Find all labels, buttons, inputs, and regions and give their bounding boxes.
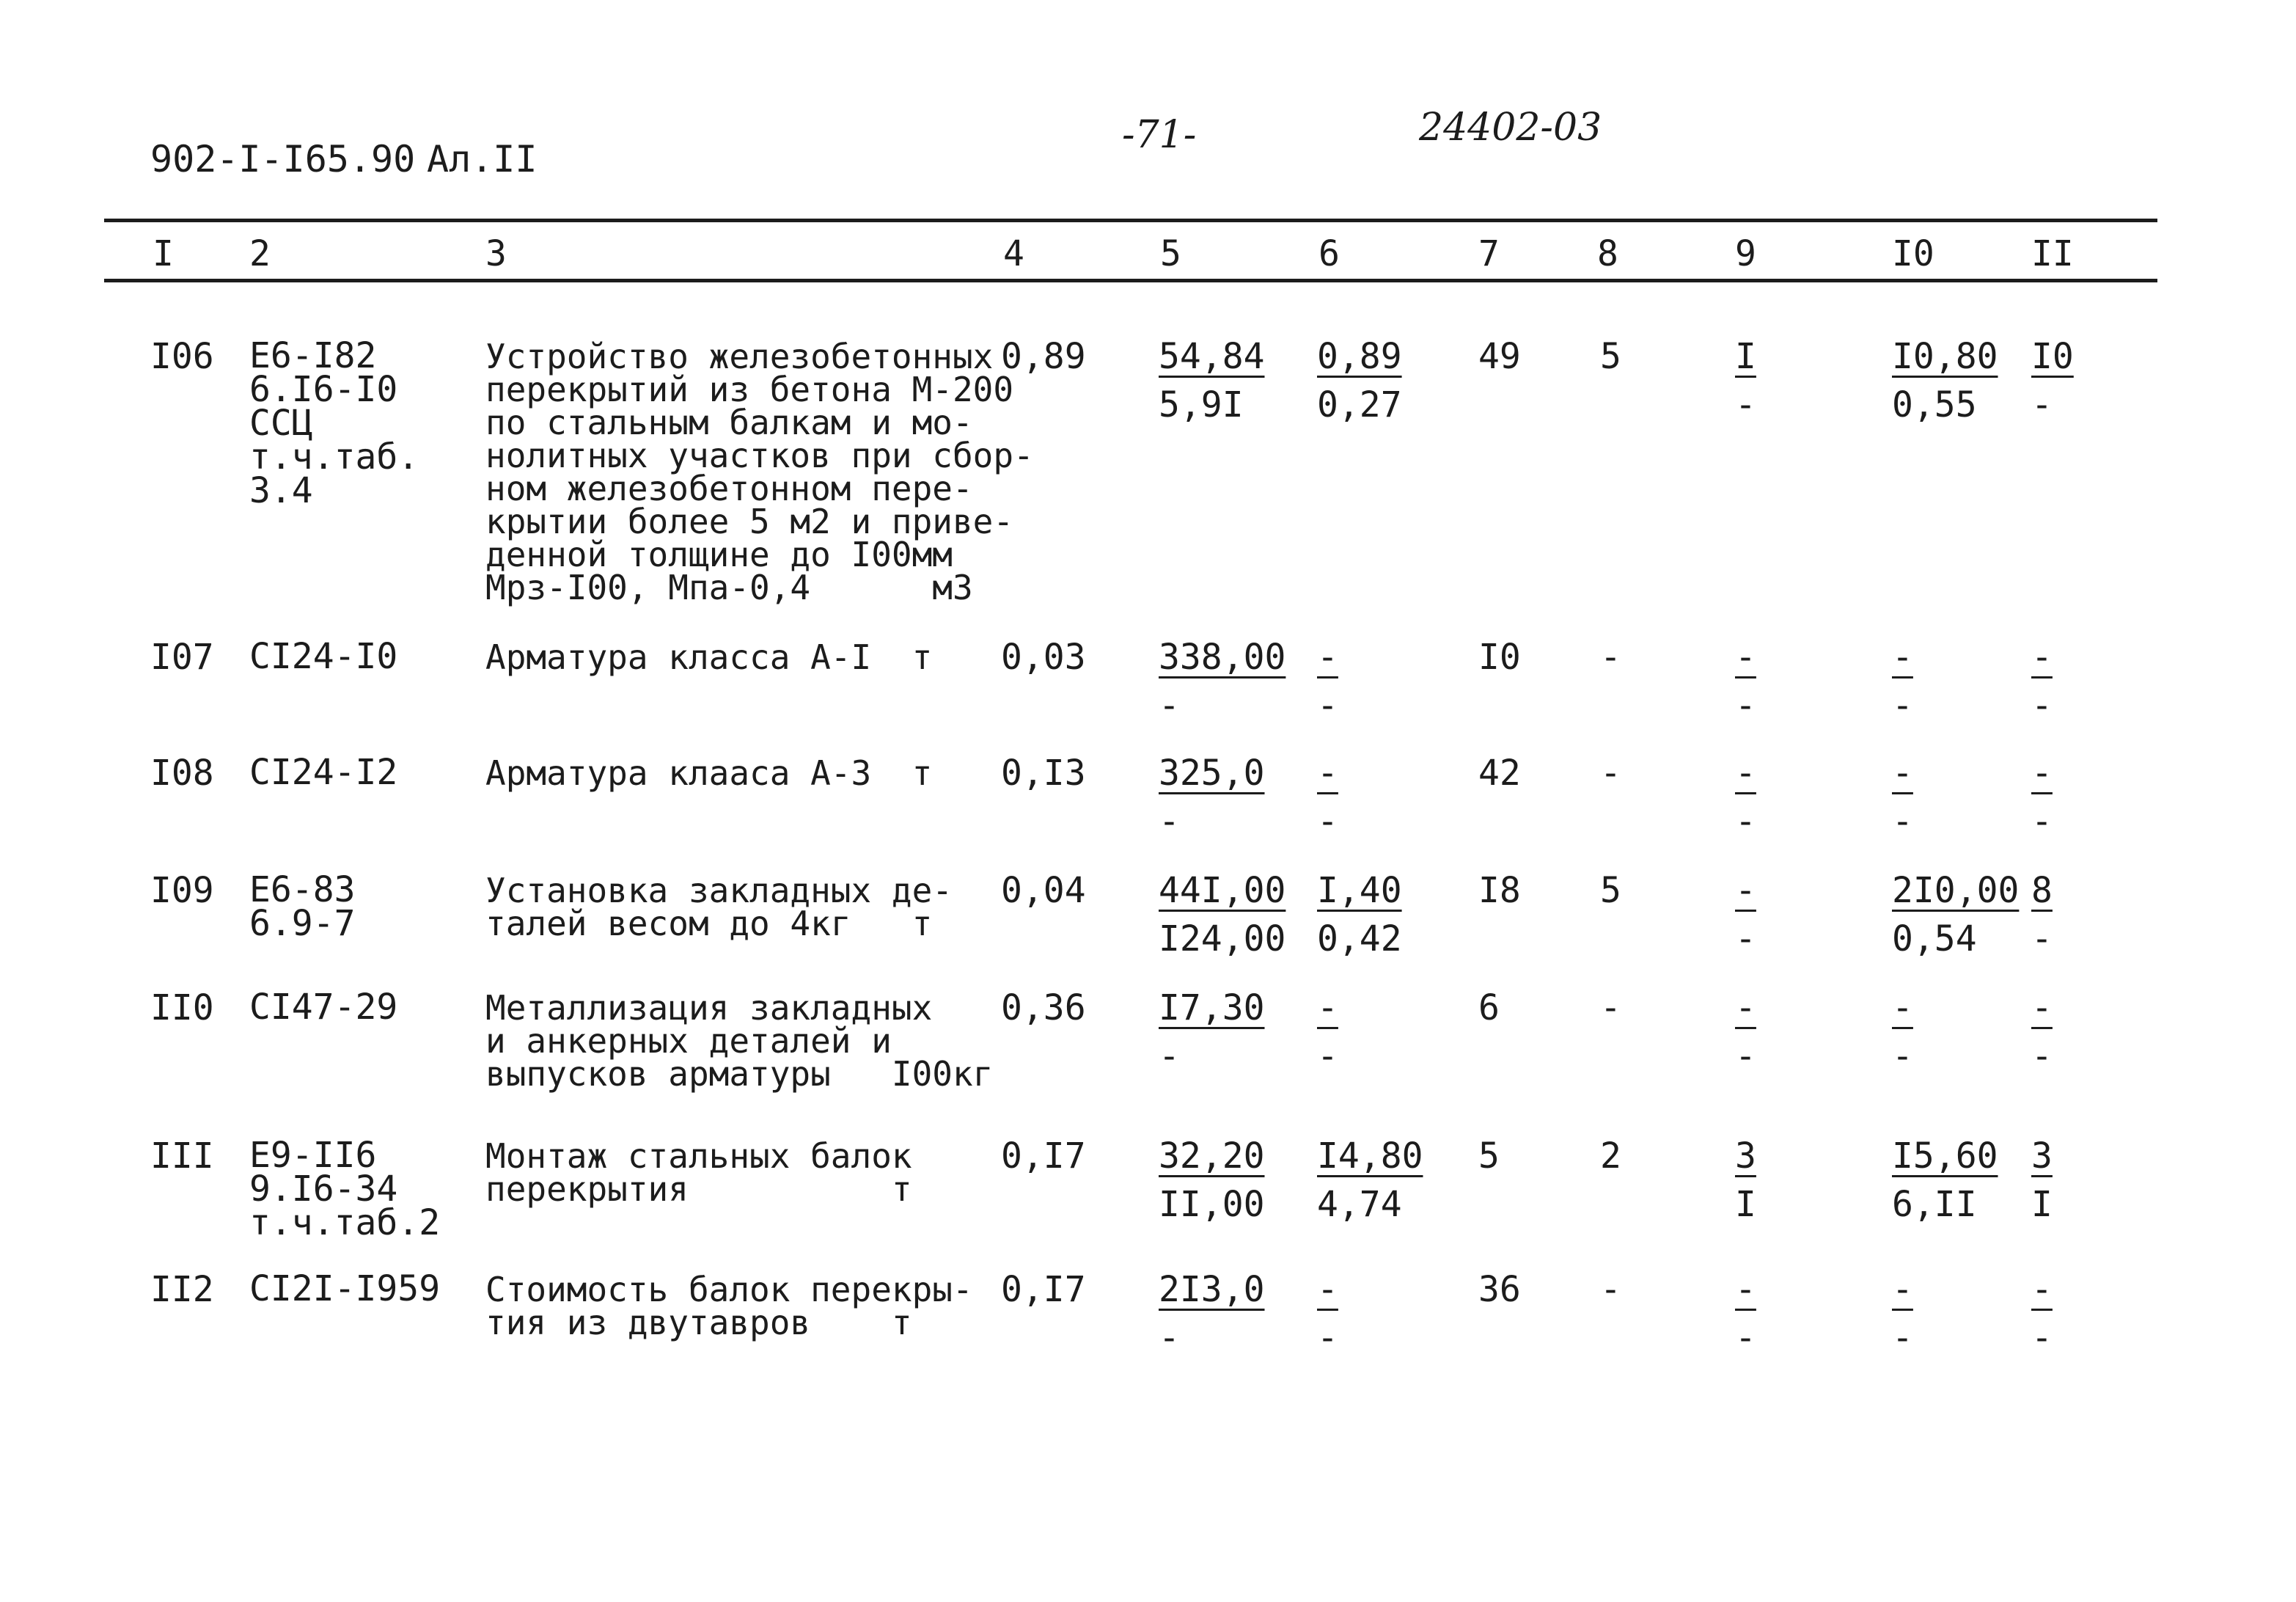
col6-top: - [1317, 987, 1338, 1028]
col10-top: - [1892, 987, 1913, 1028]
work-description: Арматура клааса А-3 т [485, 753, 933, 793]
table-header-bottom-rule [104, 279, 2157, 282]
col8-value: 5 [1600, 336, 1621, 377]
col8-value: - [1600, 753, 1621, 794]
col8-value: - [1600, 1269, 1621, 1310]
col5-bottom: - [1159, 685, 1180, 726]
col11-top: - [2031, 1269, 2053, 1310]
col5-bottom: - [1159, 1317, 1180, 1358]
col6-top: - [1317, 1269, 1338, 1310]
document-code: 902-I-I65.90 [150, 138, 416, 180]
row-number: I09 [150, 870, 214, 911]
col9-bottom: - [1735, 685, 1756, 726]
col6-bottom: - [1317, 685, 1338, 726]
col6-bottom: - [1317, 1036, 1338, 1077]
col6-top: - [1317, 637, 1338, 678]
col5-top: 2I3,0 [1159, 1269, 1265, 1310]
col7-value: 36 [1478, 1269, 1521, 1310]
col10-bottom: - [1892, 801, 1913, 842]
col11-top: I0 [2031, 336, 2074, 377]
col9-bottom: - [1735, 384, 1756, 425]
col7-value: 6 [1478, 987, 1500, 1028]
album-label: Ал.II [427, 138, 538, 180]
col10-bottom: - [1892, 685, 1913, 726]
row-number: I07 [150, 637, 214, 678]
quantity: 0,I3 [1001, 753, 1086, 794]
col11-bottom: - [2031, 384, 2053, 425]
work-description: Металлизация закладных и анкерных деталей и выпусков арматуры I00кг [485, 988, 994, 1094]
quantity: 0,I7 [1001, 1135, 1086, 1177]
col9-bottom: - [1735, 801, 1756, 842]
col11-top: 8 [2031, 870, 2053, 911]
column-header-8: 8 [1597, 233, 1618, 274]
col9-top: I [1735, 336, 1756, 377]
col11-bottom: - [2031, 801, 2053, 842]
col8-value: 5 [1600, 870, 1621, 911]
col6-bottom: - [1317, 801, 1338, 842]
column-header-6: 6 [1318, 233, 1340, 274]
page-number: -71- [1122, 113, 1197, 157]
col10-bottom: 6,II [1892, 1184, 1977, 1225]
col10-bottom: 0,54 [1892, 918, 1977, 959]
col6-top: - [1317, 753, 1338, 794]
col5-top: 325,0 [1159, 753, 1265, 794]
col11-top: - [2031, 637, 2053, 678]
norm-code: СI2I-I959 [249, 1268, 441, 1309]
col9-bottom: - [1735, 1036, 1756, 1077]
col6-bottom: 0,42 [1317, 918, 1402, 959]
work-description: Монтаж стальных балок перекрытия т [485, 1136, 912, 1209]
work-description: Установка закладных де- талей весом до 4кг т [485, 871, 953, 943]
col10-top: - [1892, 1269, 1913, 1310]
col11-bottom: - [2031, 1036, 2053, 1077]
col11-top: - [2031, 753, 2053, 794]
quantity: 0,03 [1001, 637, 1086, 678]
col5-bottom: I24,00 [1159, 918, 1286, 959]
col10-top: 2I0,00 [1892, 870, 2020, 911]
col10-bottom: - [1892, 1317, 1913, 1358]
col8-value: 2 [1600, 1135, 1621, 1177]
col9-top: 3 [1735, 1135, 1756, 1177]
col11-top: - [2031, 987, 2053, 1028]
col11-bottom: - [2031, 685, 2053, 726]
col6-bottom: 0,27 [1317, 384, 1402, 425]
col9-top: - [1735, 870, 1756, 911]
quantity: 0,89 [1001, 336, 1086, 377]
col10-top: - [1892, 637, 1913, 678]
column-header-3: 3 [485, 233, 507, 274]
col9-bottom: - [1735, 1317, 1756, 1358]
col8-value: - [1600, 637, 1621, 678]
col8-value: - [1600, 987, 1621, 1028]
column-header-10: I0 [1892, 233, 1934, 274]
col9-top: - [1735, 1269, 1756, 1310]
norm-code: СI24-I2 [249, 752, 398, 793]
norm-code: СI24-I0 [249, 636, 398, 677]
norm-code: Е6-83 6.9-7 [249, 869, 356, 944]
col9-bottom: I [1735, 1184, 1756, 1225]
row-number: III [150, 1135, 214, 1177]
col11-bottom: I [2031, 1184, 2053, 1225]
col7-value: 49 [1478, 336, 1521, 377]
col5-bottom: - [1159, 1036, 1180, 1077]
col11-bottom: - [2031, 1317, 2053, 1358]
col5-top: 32,20 [1159, 1135, 1265, 1177]
work-description: Устройство железобетонных перекрытий из бетона М-200 по стальным балкам и мо- нолитных участков при сбор- ном железобетонном пере- крытии более 5 м2 и приве- денной толщине до I00мм Мрз-I00, Мпа-0,4 м3 [485, 337, 1034, 607]
col7-value: I0 [1478, 637, 1521, 678]
col10-bottom: 0,55 [1892, 384, 1977, 425]
norm-code: Е9-II6 9.I6-34 т.ч.таб.2 [249, 1135, 441, 1243]
col5-top: 44I,00 [1159, 870, 1286, 911]
col5-top: 338,00 [1159, 637, 1286, 678]
column-header-5: 5 [1160, 233, 1181, 274]
col5-bottom: 5,9I [1159, 384, 1244, 425]
col7-value: I8 [1478, 870, 1521, 911]
norm-code: СI47-29 [249, 987, 398, 1028]
col9-top: - [1735, 637, 1756, 678]
column-header-2: 2 [249, 233, 271, 274]
row-number: II0 [150, 987, 214, 1028]
col5-top: I7,30 [1159, 987, 1265, 1028]
col10-top: I5,60 [1892, 1135, 1998, 1177]
col7-value: 5 [1478, 1135, 1500, 1177]
col6-top: I,40 [1317, 870, 1402, 911]
work-description: Стоимость балок перекры- тия из двутавров т [485, 1270, 973, 1342]
col10-top: - [1892, 753, 1913, 794]
column-header-1: I [153, 233, 174, 274]
work-description: Арматура класса А-I т [485, 637, 933, 677]
quantity: 0,04 [1001, 870, 1086, 911]
col10-bottom: - [1892, 1036, 1913, 1077]
col11-top: 3 [2031, 1135, 2053, 1177]
col6-top: I4,80 [1317, 1135, 1423, 1177]
col5-bottom: II,00 [1159, 1184, 1265, 1225]
col5-top: 54,84 [1159, 336, 1265, 377]
col6-top: 0,89 [1317, 336, 1402, 377]
row-number: I06 [150, 336, 214, 377]
col9-top: - [1735, 753, 1756, 794]
table-top-rule [104, 219, 2157, 222]
col9-bottom: - [1735, 918, 1756, 959]
archive-number: 24402-03 [1419, 106, 1602, 150]
col6-bottom: - [1317, 1317, 1338, 1358]
row-number: I08 [150, 753, 214, 794]
column-header-4: 4 [1003, 233, 1024, 274]
row-number: II2 [150, 1269, 214, 1310]
col10-top: I0,80 [1892, 336, 1998, 377]
quantity: 0,I7 [1001, 1269, 1086, 1310]
col11-bottom: - [2031, 918, 2053, 959]
norm-code: Е6-I82 6.I6-I0 ССЦ т.ч.таб. 3.4 [249, 335, 419, 511]
column-header-9: 9 [1735, 233, 1756, 274]
quantity: 0,36 [1001, 987, 1086, 1028]
col7-value: 42 [1478, 753, 1521, 794]
col5-bottom: - [1159, 801, 1180, 842]
column-header-7: 7 [1478, 233, 1500, 274]
column-header-11: II [2031, 233, 2074, 274]
col6-bottom: 4,74 [1317, 1184, 1402, 1225]
col9-top: - [1735, 987, 1756, 1028]
